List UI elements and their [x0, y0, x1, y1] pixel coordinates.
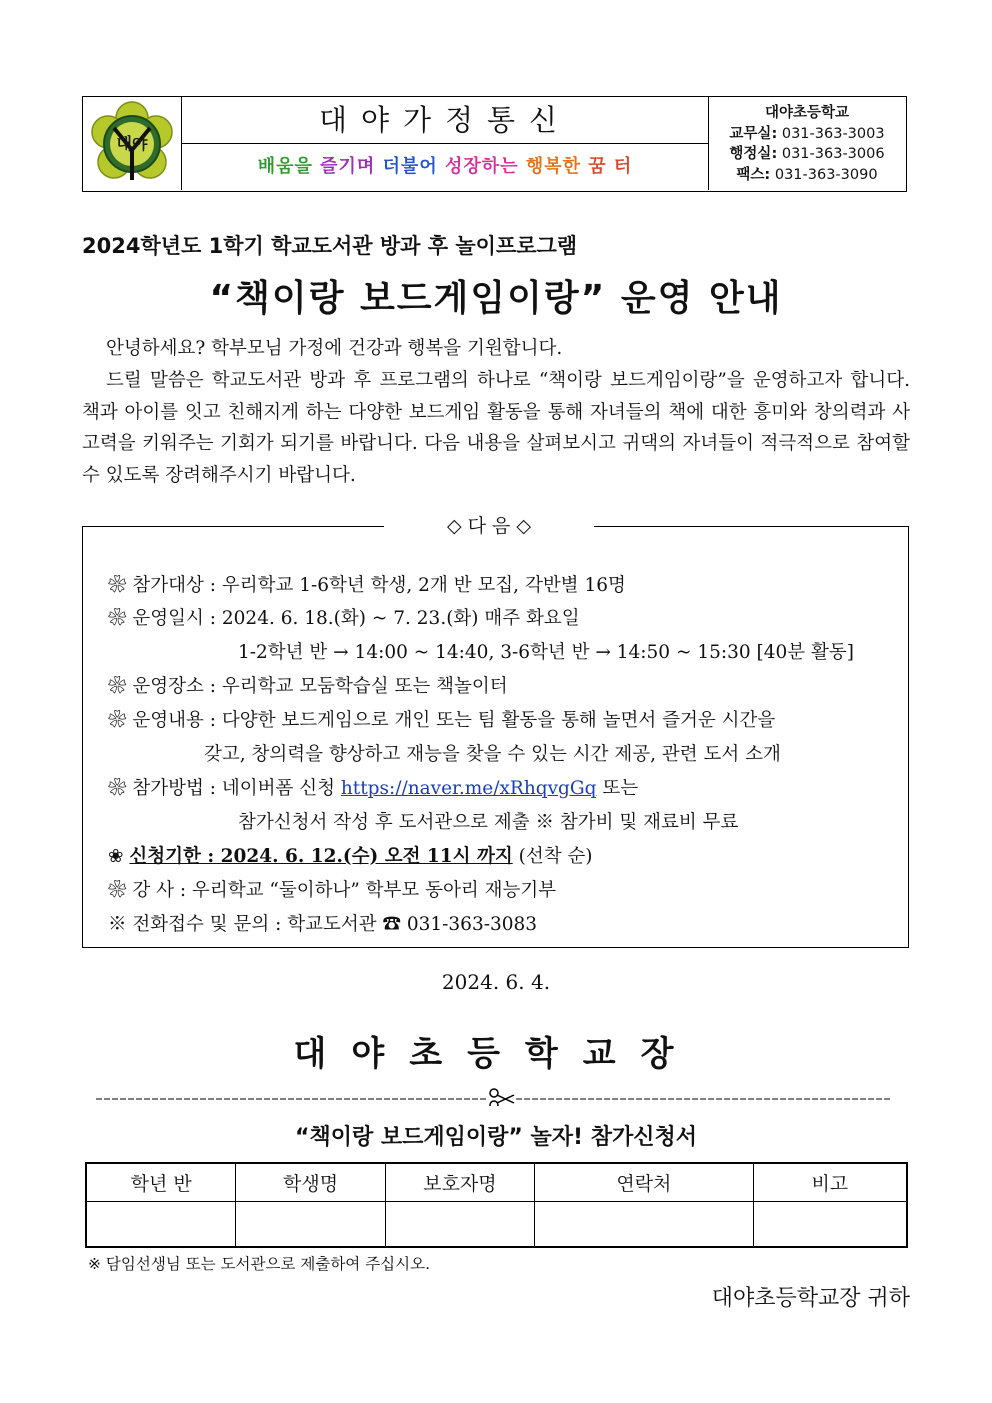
notice-heading: ◇ 다 음 ◇ [384, 512, 594, 540]
student-name-cell[interactable] [236, 1202, 385, 1248]
flower-bullet-icon: ❀ [108, 575, 127, 596]
issue-date: 2024. 6. 4. [441, 970, 551, 994]
item-schedule-detail: 1-2학년 반 → 14:00 ~ 14:40, 3-6학년 반 → 14:50 ~ 15:30 [40분 활동] [238, 642, 854, 663]
motto-word: 성장하는 [437, 156, 519, 177]
remarks-cell[interactable] [753, 1202, 907, 1248]
flower-bullet-icon: ❀ [108, 880, 127, 901]
motto-word: 행복한 [518, 156, 581, 177]
logo-lettering: 대야 [116, 134, 148, 153]
document-title: “책이랑 보드게임이랑” 운영 안내 [209, 278, 783, 319]
flower-bullet-icon: ❀ [108, 676, 127, 697]
contact-cell[interactable] [535, 1202, 754, 1248]
contact-line: 행정실: 031-363-3006 [729, 146, 885, 162]
item-inquiry: ※ 전화접수 및 문의 : 학교도서관 ☎ 031-363-3083 [108, 914, 538, 935]
school-name: 대야초등학교 [764, 105, 850, 121]
body-text: 드릴 말씀은 학교도서관 방과 후 프로그램의 하나로 “책이랑 보드게임이랑”을 운영하고자 합니다. 책과 아이를 잇고 친해지게 하는 다양한 보드게임 활동을 통해 자녀들의 책에 대한 흥미와 창의력과 사고력을 키워주는 기회가 되기를 바랍니다. 다음 내용을 살펴보시고 귀댁의 자녀들이 적극적으로 참여할 수 있도록 장려해주시기 바랍니다. [82, 370, 910, 486]
item-content-cont: 갖고, 창의력을 향상하고 재능을 찾을 수 있는 시간 제공, 관련 도서 소개 [204, 744, 781, 765]
item-deadline: ❀ 신청기한 : 2024. 6. 12.(수) 오전 11시 까지 (선착 순) [108, 846, 593, 867]
item-content: ❀ 운영내용 : 다양한 보드게임으로 개인 또는 팀 활동을 통해 놀면서 즐거운 시간을 [108, 710, 776, 731]
flower-bullet-icon: ❀ [108, 608, 127, 629]
cut-line [96, 1086, 892, 1106]
principal-signature: 대야초등학교장 [293, 1034, 699, 1074]
item-place: ❀ 운영장소 : 우리학교 모둠학습실 또는 책놀이터 [108, 676, 508, 697]
item-instructor: ❀ 강 사 : 우리학교 “둘이하나” 학부모 동아리 재능기부 [108, 880, 557, 901]
col-remarks: 비고 [753, 1163, 907, 1202]
col-guardian-name: 보호자명 [385, 1163, 534, 1202]
school-motto [182, 144, 708, 190]
col-contact: 연락처 [535, 1163, 754, 1202]
document-subtitle: 2024학년도 1학기 학교도서관 방과 후 놀이프로그램 [82, 234, 578, 258]
motto-word: 꿈 터 [581, 156, 633, 177]
application-form-table [85, 1162, 908, 1248]
naver-form-link[interactable]: https://naver.me/xRhqvgGq [340, 778, 597, 799]
flower-bullet-icon: ❀ [108, 846, 124, 867]
item-method: ❀ 참가방법 : 네이버폼 신청 https://naver.me/xRhqvgGq 또는 [108, 778, 639, 799]
table-header-row [86, 1163, 907, 1202]
flower-bullet-icon: ❀ [108, 710, 127, 731]
col-grade-class: 학년 반 [86, 1163, 236, 1202]
guardian-name-cell[interactable] [385, 1202, 534, 1248]
motto-word: 즐기며 [312, 156, 376, 177]
school-logo-cell [83, 97, 182, 190]
motto-word: 더불어 [375, 156, 438, 177]
greeting-text: 안녕하세요? 학부모님 가정에 건강과 행복을 기원합니다. [106, 338, 563, 359]
school-logo [84, 98, 180, 190]
table-row [86, 1202, 907, 1248]
flower-bullet-icon: ❀ [108, 778, 127, 799]
form-title: “책이랑 보드게임이랑” 놀자! 참가신청서 [295, 1125, 697, 1150]
contact-line: 교무실: 031-363-3003 [729, 125, 885, 142]
item-target: ❀ 참가대상 : 우리학교 1-6학년 학생, 2개 반 모집, 각반별 16명 [108, 575, 626, 596]
item-method-cont: 참가신청서 작성 후 도서관으로 제출 ※ 참가비 및 재료비 무료 [238, 812, 739, 833]
form-note: ※ 담임선생님 또는 도서관으로 제출하여 주십시오. [88, 1255, 431, 1273]
form-addressee: 대야초등학교장 귀하 [711, 1286, 910, 1311]
item-schedule: ❀ 운영일시 : 2024. 6. 18.(화) ~ 7. 23.(화) 매주 화요일 [108, 608, 580, 629]
grade-class-cell[interactable] [86, 1202, 236, 1248]
letterhead [82, 96, 907, 192]
title-cell [182, 97, 709, 190]
newsletter-title: 대야가정통신 [182, 97, 708, 144]
scissors-icon [490, 1089, 514, 1106]
contact-info [709, 97, 905, 190]
contact-line: 팩스: 031-363-3090 [736, 166, 878, 183]
col-student-name: 학생명 [236, 1163, 385, 1202]
motto-word: 배움을 [257, 156, 313, 177]
